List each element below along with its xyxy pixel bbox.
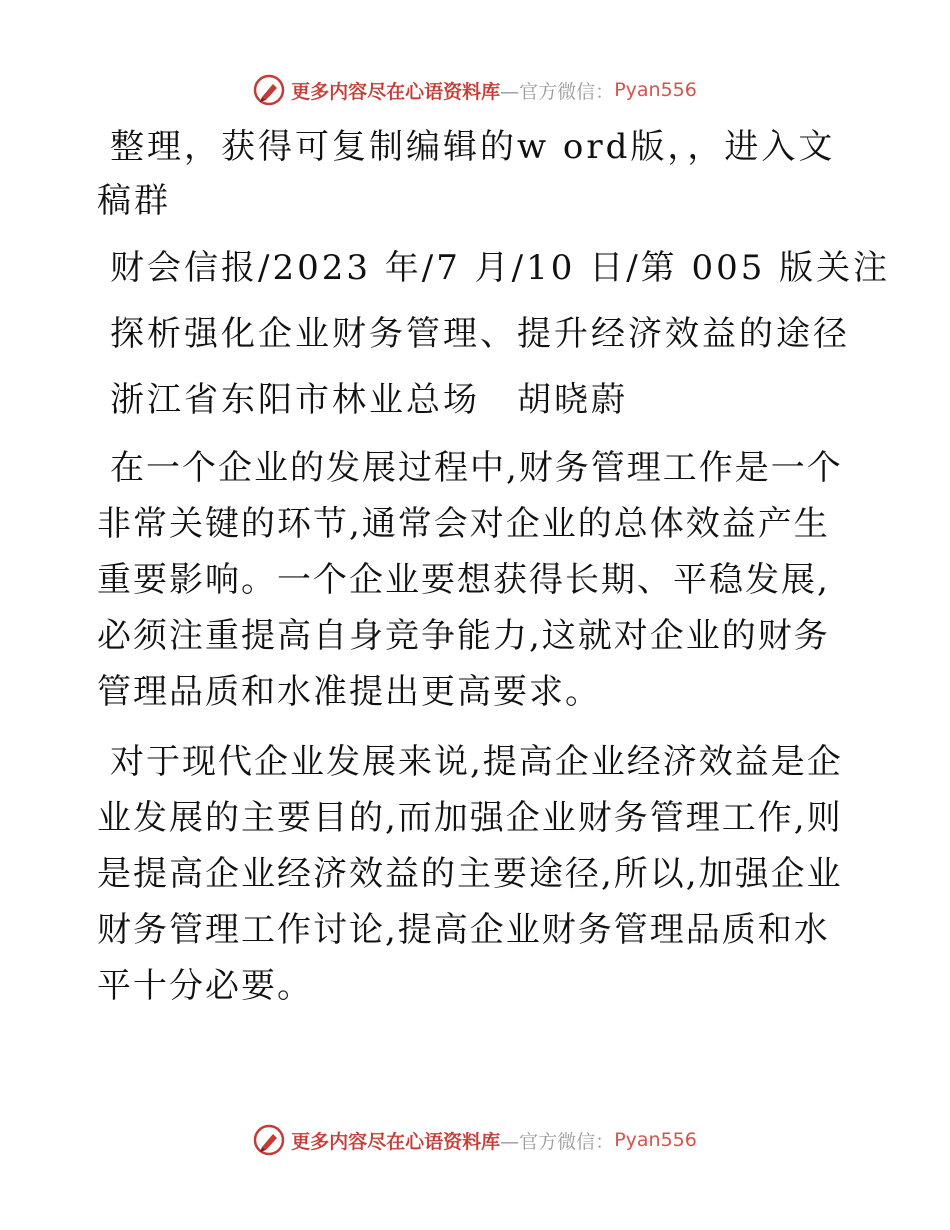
paragraph-2: 对于现代企业发展来说,提高企业经济效益是企业发展的主要目的,而加强企业财务管理工作,则是提高企业经济效益的主要途径,所以,加强企业财务管理工作讨论,提高企业财务管理品质和水平十分必要。: [97, 742, 843, 1006]
intro-line: 整理，获得可复制编辑的w ord版，，进入文稿群: [97, 127, 836, 221]
watermark-lead-text: 更多内容尽在心语资料库: [291, 1130, 501, 1153]
pen-logo-icon: [253, 74, 285, 106]
watermark-header: [0, 70, 950, 110]
watermark-wechat-id: Pyan556: [614, 1129, 697, 1151]
author-line: 浙江省东阳市林业总场 胡晓蔚: [110, 380, 628, 420]
paragraph-1: 在一个企业的发展过程中,财务管理工作是一个非常关键的环节,通常会对企业的总体效益产生重要影响。一个企业要想获得长期、平稳发展,必须注重提高自身竞争能力,这就对企业的财务管理品质和水准提出更高要求。: [97, 448, 843, 712]
watermark-middle-text: —官方微信：: [500, 80, 615, 103]
watermark-wechat-id: Pyan556: [614, 79, 697, 101]
article-title: 探析强化企业财务管理、提升经济效益的途径: [110, 314, 850, 354]
watermark-footer: [0, 1120, 950, 1160]
source-line: 财会信报/2023 年/7 月/10 日/第 005 版关注: [110, 248, 891, 288]
watermark-lead-text: 更多内容尽在心语资料库: [291, 80, 501, 103]
pen-logo-icon: [253, 1124, 285, 1156]
watermark-middle-text: —官方微信：: [500, 1130, 615, 1153]
document-body: [97, 120, 891, 1014]
